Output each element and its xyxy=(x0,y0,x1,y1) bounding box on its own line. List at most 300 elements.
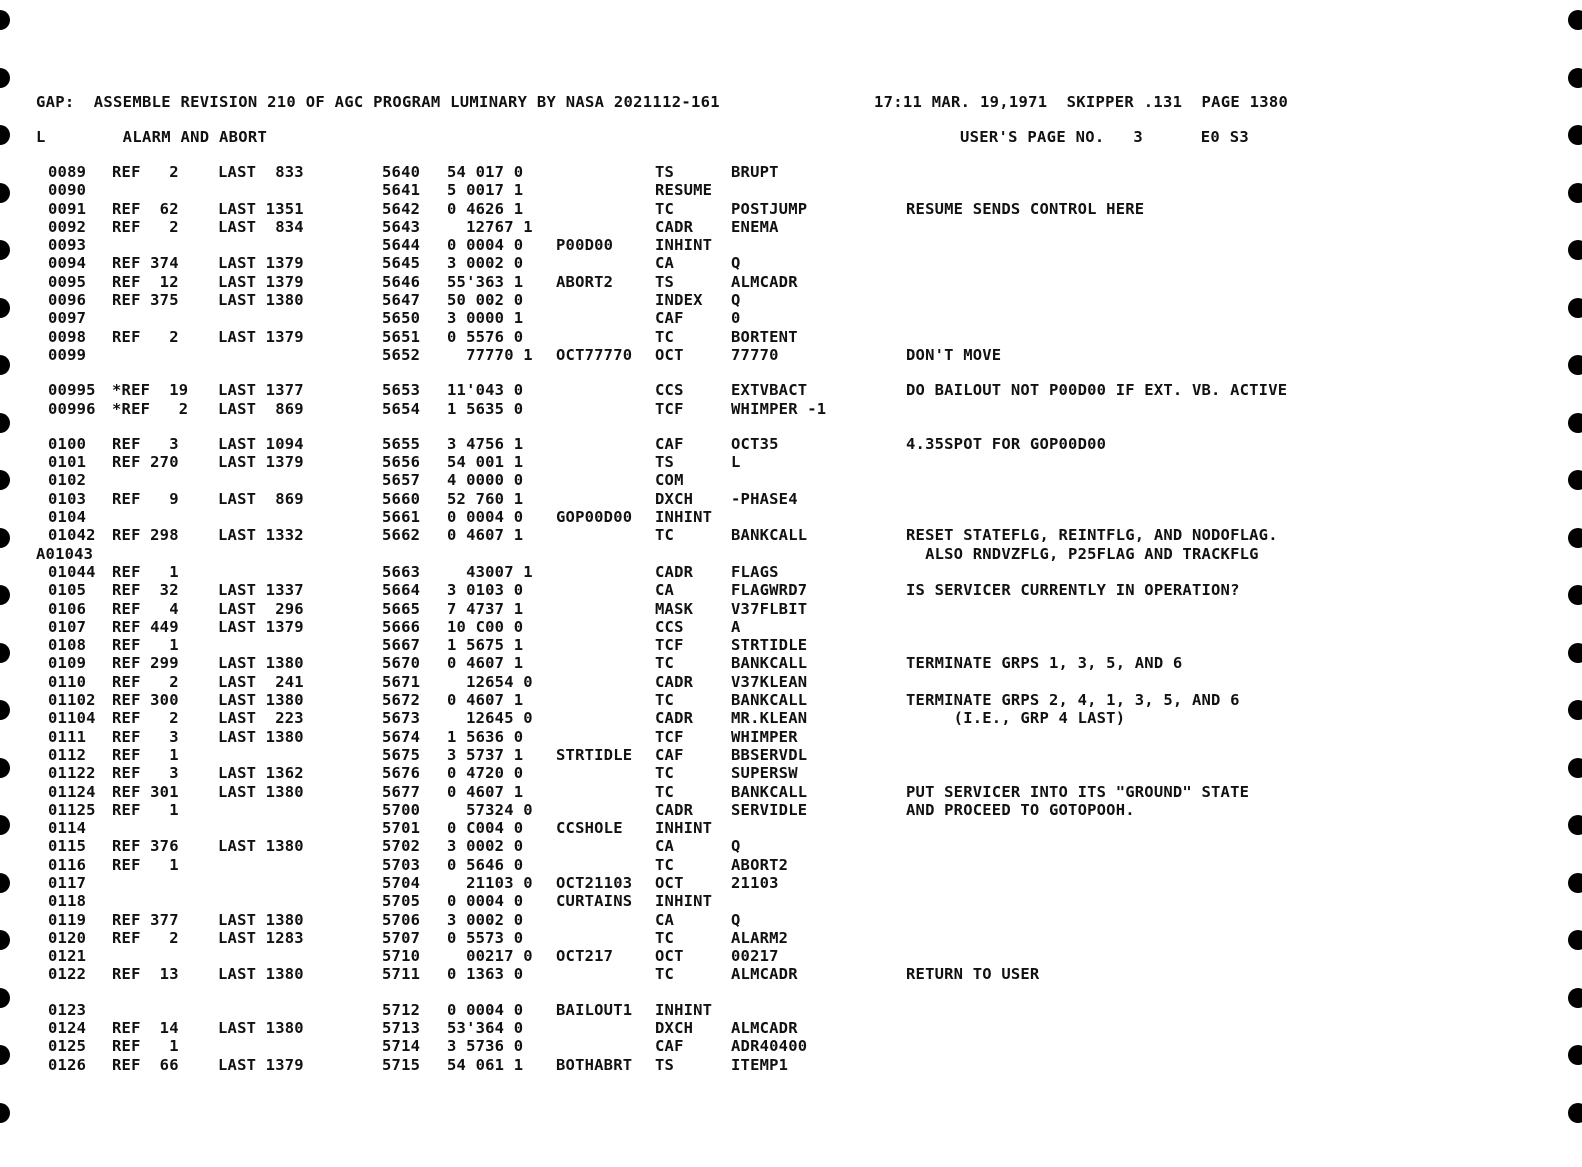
row-addr: 5713 xyxy=(382,1019,421,1038)
row-last: LAST 1337 xyxy=(218,581,304,600)
sprocket-hole xyxy=(1568,585,1582,605)
row-operand: 77770 xyxy=(731,345,779,364)
row-last: LAST 869 xyxy=(218,399,304,418)
row-code: 0 4607 1 xyxy=(447,691,524,710)
row-op: TC xyxy=(655,928,675,947)
row-addr: 5652 xyxy=(382,345,421,364)
row-code: 57324 0 xyxy=(447,800,533,819)
sprocket-hole xyxy=(0,413,10,433)
row-operand: WHIMPER -1 xyxy=(731,399,827,418)
sprocket-hole xyxy=(0,355,10,375)
row-line: 0100 xyxy=(48,434,87,453)
row-operand: L xyxy=(731,453,741,472)
row-code: 21103 0 xyxy=(447,873,533,892)
row-code: 0 1363 0 xyxy=(447,965,524,984)
row-addr: 5664 xyxy=(382,581,421,600)
row-line: 0090 xyxy=(48,181,87,200)
sprocket-hole xyxy=(1568,355,1582,375)
row-line: 0107 xyxy=(48,617,87,636)
row-addr: 5703 xyxy=(382,855,421,874)
user-page-number: USER'S PAGE NO. 3 E0 S3 xyxy=(960,128,1249,146)
row-code: 52 760 1 xyxy=(447,489,524,508)
sprocket-hole xyxy=(1568,68,1582,88)
row-operand: V37KLEAN xyxy=(731,672,808,691)
row-comment: RESUME SENDS CONTROL HERE xyxy=(906,199,1145,218)
row-line: 0115 xyxy=(48,837,87,856)
row-addr: 5671 xyxy=(382,672,421,691)
row-op: INHINT xyxy=(655,892,713,911)
row-code: 0 4607 1 xyxy=(447,782,524,801)
row-op: TC xyxy=(655,782,675,801)
row-operand: BANKCALL xyxy=(731,782,808,801)
row-ref: REF 2 xyxy=(112,928,179,947)
row-op: INHINT xyxy=(655,1000,713,1019)
row-operand: BORTENT xyxy=(731,327,798,346)
row-code: 54 061 1 xyxy=(447,1055,524,1074)
row-last: LAST 834 xyxy=(218,217,304,236)
row-line: 0096 xyxy=(48,291,87,310)
row-operand: BANKCALL xyxy=(731,691,808,710)
row-code: 3 5737 1 xyxy=(447,745,524,764)
row-line: 01104 xyxy=(48,709,96,728)
row-operand: 0 xyxy=(731,309,741,328)
sprocket-hole xyxy=(0,585,10,605)
sprocket-hole xyxy=(0,183,10,203)
row-ref: REF 9 xyxy=(112,489,179,508)
row-addr: 5662 xyxy=(382,526,421,545)
row-code: 0 5576 0 xyxy=(447,327,524,346)
row-line: 01125 xyxy=(48,800,96,819)
row-op: CADR xyxy=(655,709,694,728)
row-addr: 5672 xyxy=(382,691,421,710)
row-ref: REF 13 xyxy=(112,965,179,984)
section-header xyxy=(36,128,1436,146)
row-line: 0102 xyxy=(48,471,87,490)
row-label: P00D00 xyxy=(556,236,614,255)
row-addr: 5647 xyxy=(382,291,421,310)
row-ref: REF 2 xyxy=(112,672,179,691)
row-ref: REF 299 xyxy=(112,654,179,673)
row-op: CCS xyxy=(655,617,684,636)
row-ref: REF 374 xyxy=(112,254,179,273)
row-comment: 4.35SPOT FOR GOP00D00 xyxy=(906,434,1107,453)
sprocket-hole xyxy=(1568,700,1582,720)
row-code: 0 0004 0 xyxy=(447,892,524,911)
row-op: INHINT xyxy=(655,236,713,255)
row-comment: ALSO RNDVZFLG, P25FLAG AND TRACKFLG xyxy=(906,544,1259,563)
row-line: 0093 xyxy=(48,236,87,255)
row-op: TS xyxy=(655,163,675,181)
row-addr: 5701 xyxy=(382,819,421,838)
row-op: RESUME xyxy=(655,181,713,200)
sprocket-hole xyxy=(0,470,10,490)
row-operand: MR.KLEAN xyxy=(731,709,808,728)
row-ref: REF 2 xyxy=(112,709,179,728)
row-comment: RESET STATEFLG, REINTFLG, AND NODOFLAG. xyxy=(906,526,1278,545)
row-addr: 5710 xyxy=(382,947,421,966)
row-last: LAST 1283 xyxy=(218,928,304,947)
row-line: 0109 xyxy=(48,654,87,673)
sprocket-hole xyxy=(1568,930,1582,950)
row-op: MASK xyxy=(655,599,694,618)
sprocket-hole xyxy=(1568,10,1582,30)
row-last: LAST 223 xyxy=(218,709,304,728)
row-code: 1 5675 1 xyxy=(447,636,524,655)
row-op: CA xyxy=(655,581,675,600)
row-last: LAST 1380 xyxy=(218,965,304,984)
row-ref: REF 3 xyxy=(112,764,179,783)
row-addr: 5665 xyxy=(382,599,421,618)
row-code: 3 0002 0 xyxy=(447,910,524,929)
row-ref: REF 2 xyxy=(112,327,179,346)
sprocket-hole xyxy=(1568,643,1582,663)
row-line: 01122 xyxy=(48,764,96,783)
row-last: LAST 1380 xyxy=(218,691,304,710)
sprocket-hole xyxy=(1568,1103,1582,1123)
row-op: CA xyxy=(655,254,675,273)
row-last: LAST 1380 xyxy=(218,837,304,856)
row-op: TCF xyxy=(655,727,684,746)
row-op: TC xyxy=(655,764,675,783)
row-code: 77770 1 xyxy=(447,345,533,364)
row-addr: 5704 xyxy=(382,873,421,892)
row-ref: REF 62 xyxy=(112,199,179,218)
row-ref: REF 301 xyxy=(112,782,179,801)
right-sprocket-holes xyxy=(1568,0,1582,1167)
row-op: INDEX xyxy=(655,291,703,310)
row-line: 0098 xyxy=(48,327,87,346)
row-label: CCSHOLE xyxy=(556,819,623,838)
row-ref: REF 1 xyxy=(112,1037,179,1056)
sprocket-hole xyxy=(0,815,10,835)
row-comment: TERMINATE GRPS 2, 4, 1, 3, 5, AND 6 xyxy=(906,691,1240,710)
row-line: 0110 xyxy=(48,672,87,691)
row-operand: FLAGWRD7 xyxy=(731,581,808,600)
row-operand: ALMCADR xyxy=(731,1019,798,1038)
row-operand: -PHASE4 xyxy=(731,489,798,508)
row-line: 0116 xyxy=(48,855,87,874)
sprocket-hole xyxy=(0,10,10,30)
sprocket-hole xyxy=(1568,183,1582,203)
row-op: TS xyxy=(655,272,675,291)
row-code: 0 5573 0 xyxy=(447,928,524,947)
row-line: 0120 xyxy=(48,928,87,947)
row-label: OCT21103 xyxy=(556,873,633,892)
row-ref: REF 300 xyxy=(112,691,179,710)
row-ref: REF 1 xyxy=(112,800,179,819)
row-code: 3 0002 0 xyxy=(447,837,524,856)
row-code: 0 4720 0 xyxy=(447,764,524,783)
row-code: 54 001 1 xyxy=(447,453,524,472)
row-line: A01043 xyxy=(36,544,94,563)
sprocket-hole xyxy=(0,125,10,145)
row-line: 0123 xyxy=(48,1000,87,1019)
row-last: LAST 1379 xyxy=(218,327,304,346)
row-ref: *REF 19 xyxy=(112,381,189,400)
row-operand: BANKCALL xyxy=(731,654,808,673)
row-operand: ENEMA xyxy=(731,217,779,236)
row-addr: 5675 xyxy=(382,745,421,764)
row-operand: SUPERSW xyxy=(731,764,798,783)
row-label: BOTHABRT xyxy=(556,1055,633,1074)
sprocket-hole xyxy=(1568,470,1582,490)
row-code: 1 5636 0 xyxy=(447,727,524,746)
row-addr: 5711 xyxy=(382,965,421,984)
row-code: 3 4756 1 xyxy=(447,434,524,453)
row-ref: REF 270 xyxy=(112,453,179,472)
row-ref: REF 449 xyxy=(112,617,179,636)
row-op: OCT xyxy=(655,947,684,966)
row-last: LAST 296 xyxy=(218,599,304,618)
row-op: DXCH xyxy=(655,489,694,508)
row-addr: 5640 xyxy=(382,163,421,181)
row-operand: ALMCADR xyxy=(731,965,798,984)
row-code: 12645 0 xyxy=(447,709,533,728)
row-comment: DON'T MOVE xyxy=(906,345,1002,364)
row-op: CA xyxy=(655,837,675,856)
row-addr: 5674 xyxy=(382,727,421,746)
row-op: COM xyxy=(655,471,684,490)
sprocket-hole xyxy=(0,700,10,720)
row-operand: BANKCALL xyxy=(731,526,808,545)
row-line: 00996 xyxy=(48,399,96,418)
row-line: 0117 xyxy=(48,873,87,892)
row-operand: POSTJUMP xyxy=(731,199,808,218)
row-label: ABORT2 xyxy=(556,272,614,291)
section-title: L ALARM AND ABORT xyxy=(36,128,268,146)
row-last: LAST 1351 xyxy=(218,199,304,218)
row-comment: IS SERVICER CURRENTLY IN OPERATION? xyxy=(906,581,1240,600)
row-addr: 5676 xyxy=(382,764,421,783)
row-line: 0105 xyxy=(48,581,87,600)
row-label: BAILOUT1 xyxy=(556,1000,633,1019)
row-code: 50 002 0 xyxy=(447,291,524,310)
row-addr: 5650 xyxy=(382,309,421,328)
row-last: LAST 1379 xyxy=(218,272,304,291)
row-line: 0103 xyxy=(48,489,87,508)
sprocket-hole xyxy=(0,68,10,88)
row-code: 3 5736 0 xyxy=(447,1037,524,1056)
sprocket-hole xyxy=(0,873,10,893)
row-op: OCT xyxy=(655,345,684,364)
row-label: STRTIDLE xyxy=(556,745,633,764)
row-last: LAST 833 xyxy=(218,163,304,181)
row-line: 0121 xyxy=(48,947,87,966)
row-code: 0 0004 0 xyxy=(447,1000,524,1019)
row-last: LAST 1379 xyxy=(218,453,304,472)
row-addr: 5643 xyxy=(382,217,421,236)
row-operand: STRTIDLE xyxy=(731,636,808,655)
row-code: 12654 0 xyxy=(447,672,533,691)
row-label: OCT217 xyxy=(556,947,614,966)
row-last: LAST 1380 xyxy=(218,654,304,673)
row-addr: 5712 xyxy=(382,1000,421,1019)
row-operand: ALMCADR xyxy=(731,272,798,291)
sprocket-hole xyxy=(0,1103,10,1123)
row-code: 7 4737 1 xyxy=(447,599,524,618)
row-line: 0112 xyxy=(48,745,87,764)
assembly-title: GAP: ASSEMBLE REVISION 210 OF AGC PROGRAM LUMINARY BY NASA 2021112-161 xyxy=(36,93,720,111)
row-ref: REF 3 xyxy=(112,434,179,453)
page-header xyxy=(36,93,1289,111)
row-ref: REF 4 xyxy=(112,599,179,618)
sprocket-hole xyxy=(1568,1045,1582,1065)
row-ref: REF 376 xyxy=(112,837,179,856)
row-op: CADR xyxy=(655,800,694,819)
row-addr: 5661 xyxy=(382,508,421,527)
row-line: 0106 xyxy=(48,599,87,618)
row-addr: 5657 xyxy=(382,471,421,490)
row-code: 3 0002 0 xyxy=(447,254,524,273)
row-operand: Q xyxy=(731,291,741,310)
row-code: 54 017 0 xyxy=(447,163,524,181)
row-line: 01124 xyxy=(48,782,96,801)
sprocket-hole xyxy=(0,758,10,778)
row-ref: REF 377 xyxy=(112,910,179,929)
row-last: LAST 1379 xyxy=(218,254,304,273)
row-last: LAST 241 xyxy=(218,672,304,691)
row-addr: 5700 xyxy=(382,800,421,819)
row-op: CAF xyxy=(655,1037,684,1056)
row-line: 0108 xyxy=(48,636,87,655)
row-code: 0 0004 0 xyxy=(447,508,524,527)
row-line: 0094 xyxy=(48,254,87,273)
row-last: LAST 1377 xyxy=(218,381,304,400)
row-code: 0 4607 1 xyxy=(447,654,524,673)
row-addr: 5663 xyxy=(382,562,421,581)
row-last: LAST 1379 xyxy=(218,1055,304,1074)
row-op: OCT xyxy=(655,873,684,892)
sprocket-hole xyxy=(0,528,10,548)
row-operand: Q xyxy=(731,837,741,856)
row-operand: ABORT2 xyxy=(731,855,789,874)
row-operand: BBSERVDL xyxy=(731,745,808,764)
row-addr: 5666 xyxy=(382,617,421,636)
row-operand: EXTVBACT xyxy=(731,381,808,400)
row-ref: *REF 2 xyxy=(112,399,189,418)
row-last: LAST 1380 xyxy=(218,910,304,929)
row-last: LAST 1379 xyxy=(218,617,304,636)
row-addr: 5645 xyxy=(382,254,421,273)
row-code: 0 4626 1 xyxy=(447,199,524,218)
row-ref: REF 3 xyxy=(112,727,179,746)
row-ref: REF 2 xyxy=(112,217,179,236)
row-op: TC xyxy=(655,526,675,545)
row-line: 0095 xyxy=(48,272,87,291)
row-label: CURTAINS xyxy=(556,892,633,911)
row-comment: TERMINATE GRPS 1, 3, 5, AND 6 xyxy=(906,654,1183,673)
row-operand: ALARM2 xyxy=(731,928,789,947)
row-addr: 5641 xyxy=(382,181,421,200)
row-line: 0114 xyxy=(48,819,87,838)
row-op: TC xyxy=(655,199,675,218)
row-operand: WHIMPER xyxy=(731,727,798,746)
row-ref: REF 298 xyxy=(112,526,179,545)
sprocket-hole xyxy=(0,988,10,1008)
row-op: TCF xyxy=(655,399,684,418)
sprocket-hole xyxy=(0,643,10,663)
row-comment: (I.E., GRP 4 LAST) xyxy=(906,709,1126,728)
row-last: LAST 1094 xyxy=(218,434,304,453)
row-code: 00217 0 xyxy=(447,947,533,966)
row-line: 0122 xyxy=(48,965,87,984)
row-op: CA xyxy=(655,910,675,929)
row-addr: 5651 xyxy=(382,327,421,346)
row-line: 0101 xyxy=(48,453,87,472)
row-line: 0089 xyxy=(48,163,87,181)
row-op: CAF xyxy=(655,745,684,764)
row-comment: DO BAILOUT NOT P00D00 IF EXT. VB. ACTIVE xyxy=(906,381,1288,400)
row-line: 0099 xyxy=(48,345,87,364)
row-addr: 5707 xyxy=(382,928,421,947)
row-op: TC xyxy=(655,654,675,673)
row-op: CCS xyxy=(655,381,684,400)
sprocket-hole xyxy=(1568,528,1582,548)
row-op: TC xyxy=(655,855,675,874)
print-stamp: 17:11 MAR. 19,1971 SKIPPER .131 PAGE 1380 xyxy=(874,93,1289,111)
row-op: TC xyxy=(655,691,675,710)
row-operand: 21103 xyxy=(731,873,779,892)
sprocket-hole xyxy=(1568,988,1582,1008)
sprocket-hole xyxy=(1568,413,1582,433)
row-addr: 5660 xyxy=(382,489,421,508)
row-last: LAST 1380 xyxy=(218,291,304,310)
row-line: 0118 xyxy=(48,892,87,911)
row-operand: FLAGS xyxy=(731,562,779,581)
sprocket-hole xyxy=(1568,873,1582,893)
row-addr: 5677 xyxy=(382,782,421,801)
row-addr: 5655 xyxy=(382,434,421,453)
row-ref: REF 66 xyxy=(112,1055,179,1074)
row-addr: 5706 xyxy=(382,910,421,929)
row-line: 01044 xyxy=(48,562,96,581)
row-code: 12767 1 xyxy=(447,217,533,236)
row-addr: 5654 xyxy=(382,399,421,418)
row-op: DXCH xyxy=(655,1019,694,1038)
row-comment: AND PROCEED TO GOTOPOOH. xyxy=(906,800,1135,819)
row-addr: 5667 xyxy=(382,636,421,655)
row-addr: 5670 xyxy=(382,654,421,673)
row-code: 53'364 0 xyxy=(447,1019,524,1038)
row-operand: Q xyxy=(731,254,741,273)
row-addr: 5702 xyxy=(382,837,421,856)
row-operand: OCT35 xyxy=(731,434,779,453)
row-code: 43007 1 xyxy=(447,562,533,581)
row-line: 01102 xyxy=(48,691,96,710)
sprocket-hole xyxy=(1568,298,1582,318)
row-operand: Q xyxy=(731,910,741,929)
row-addr: 5656 xyxy=(382,453,421,472)
row-comment: RETURN TO USER xyxy=(906,965,1040,984)
row-code: 55'363 1 xyxy=(447,272,524,291)
row-line: 01042 xyxy=(48,526,96,545)
row-op: TS xyxy=(655,1055,675,1074)
row-code: 5 0017 1 xyxy=(447,181,524,200)
row-op: TC xyxy=(655,327,675,346)
row-code: 0 4607 1 xyxy=(447,526,524,545)
row-op: CAF xyxy=(655,434,684,453)
sprocket-hole xyxy=(0,930,10,950)
row-line: 0092 xyxy=(48,217,87,236)
row-addr: 5653 xyxy=(382,381,421,400)
row-operand: BRUPT xyxy=(731,163,779,181)
row-ref: REF 1 xyxy=(112,636,179,655)
row-addr: 5715 xyxy=(382,1055,421,1074)
row-operand: V37FLBIT xyxy=(731,599,808,618)
row-op: TCF xyxy=(655,636,684,655)
row-op: TC xyxy=(655,965,675,984)
row-line: 0119 xyxy=(48,910,87,929)
